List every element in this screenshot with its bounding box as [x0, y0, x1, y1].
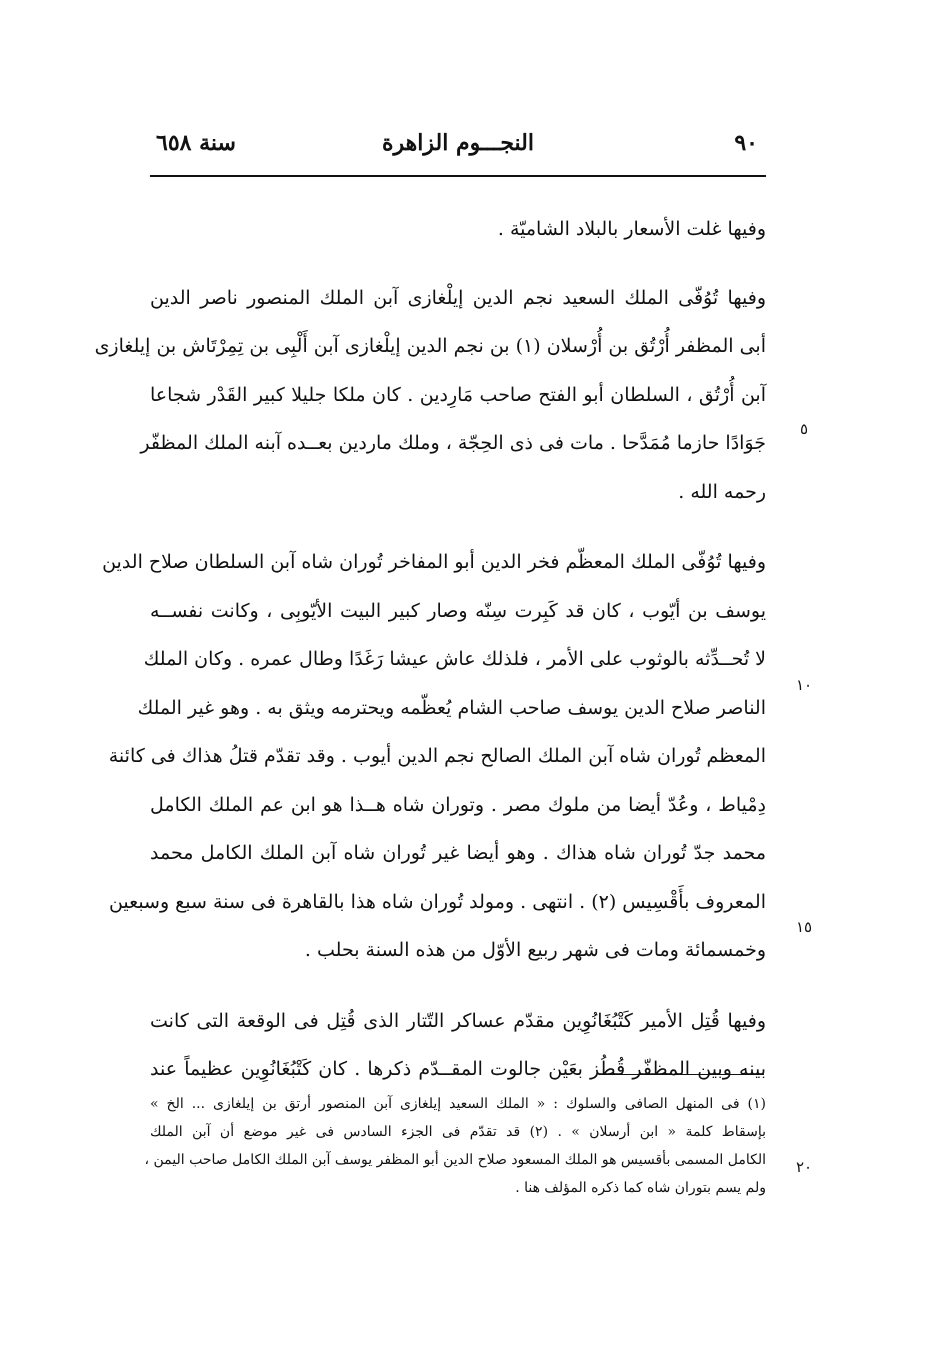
line-number-10: ١٠: [795, 676, 813, 694]
text-line: وخمسمائة ومات فى شهر ربيع الأوّل من هذه السنة بحلب .: [304, 939, 766, 961]
paragraph: [150, 997, 766, 1094]
header-rule: [150, 175, 766, 177]
text-line: يوسف بن أيّوب ، كان قد كَبِرت سِنّه وصار كبير البيت الأيّوبِى ، وكانت نفســه: [150, 599, 766, 622]
footnote-line: بإسقاط كلمة « ابن أرسلان » . (٢) قد تقدّم فى الجزء السادس فى غير موضع أن آبن الملك: [150, 1124, 766, 1140]
text-line: وفيها تُوُفّى الملك المعظّم فخر الدين أبو المفاخر تُوران شاه آبن السلطان صلاح الدين: [102, 551, 766, 573]
footnote-rule: [606, 1074, 764, 1075]
paragraph: [102, 538, 766, 975]
line-number-5: ٥: [799, 420, 809, 438]
text-line: وفيها تُوُفّى الملك السعيد نجم الدين إيلْغازى آبن الملك المنصور ناصر الدين: [150, 286, 766, 309]
text-line: وفيها قُتِل الأمير كَتْبُغَانُوِين مقدّم عساكر التّتار الذى قُتِل فى الوقعة التى كانت: [150, 1009, 766, 1032]
footnote-line: (١) فى المنهل الصافى والسلوك : « الملك السعيد إيلغازى آبن المنصور أرتق بن إيلغازى ... الخ »: [150, 1096, 766, 1112]
footnotes: [144, 1090, 766, 1202]
line-number-15: ١٥: [795, 918, 813, 936]
text-line: بينه وبين المظفّر قُطُز بعَيْن جالوت المقــدّم ذكرها . كان كَتْبُغَانُوِين عظيماً عند: [150, 1058, 766, 1080]
line-number-20: ٢٠: [795, 1158, 813, 1176]
text-line: أبى المظفر أُرْتُق بن أُرْسلان (١) بن نجم الدين إيلْغازى آبن أَلْبِى بن تِمِرْتَاش بن إيلغازى: [94, 335, 766, 357]
running-header: [150, 130, 766, 164]
footnote-line: الكامل المسمى بأقسيس هو الملك المسعود صلاح الدين أبو المظفر يوسف آبن الملك الكامل صاحب اليمن ،: [144, 1152, 766, 1168]
text-line: الناصر صلاح الدين يوسف صاحب الشام يُعظّمه ويحترمه ويثق به . وهو غير الملك: [137, 696, 766, 719]
text-line: المعروف بأَقْسِيس (٢) . انتهى . ومولد تُوران شاه هذا بالقاهرة فى سنة سبع وسبعين: [108, 890, 766, 913]
text-line: جَوَادًا حازما مُمَدَّحا . مات فى ذى الحِجّة ، وملك ماردين بعــده آبنه الملك المظفّر: [140, 432, 766, 454]
text-line: محمد جدّ تُوران شاه هذاك . وهو أيضا غير تُوران شاه آبن الملك الكامل محمد: [150, 842, 766, 864]
text-line: آبن أُرْتُق ، السلطان أبو الفتح صاحب مَارِدين . كان ملكا جليلا كبير القَدْر شجاعا: [150, 383, 766, 406]
text-line: دِمْياط ، وعُدّ أيضا من ملوك مصر . وتوران شاه هــذا هو ابن عم الملك الكامل: [150, 793, 766, 816]
running-year: سنة ٦٥٨: [156, 130, 236, 156]
page-number: ٩٠: [734, 130, 758, 156]
text-line: وفيها غلت الأسعار بالبلاد الشاميّة .: [497, 218, 766, 240]
main-text: [94, 205, 766, 1116]
text-line: المعظم تُوران شاه آبن الملك الصالح نجم الدين أيوب . وقد تقدّم قتلُ هذاك فى كائنة: [108, 745, 766, 767]
running-title: النجـــوم الزاهرة: [382, 130, 534, 156]
text-line: رحمه الله .: [678, 480, 766, 503]
footnote-line: ولم يسم بتوران شاه كما ذكره المؤلف هنا .: [515, 1180, 766, 1196]
paragraph: [150, 205, 766, 254]
paragraph: [94, 274, 766, 517]
text-line: لا تُحــدِّثه بالوثوب على الأمر ، فلذلك عاش عيشا رَغَدًا وطال عمره . وكان الملك: [143, 648, 766, 670]
